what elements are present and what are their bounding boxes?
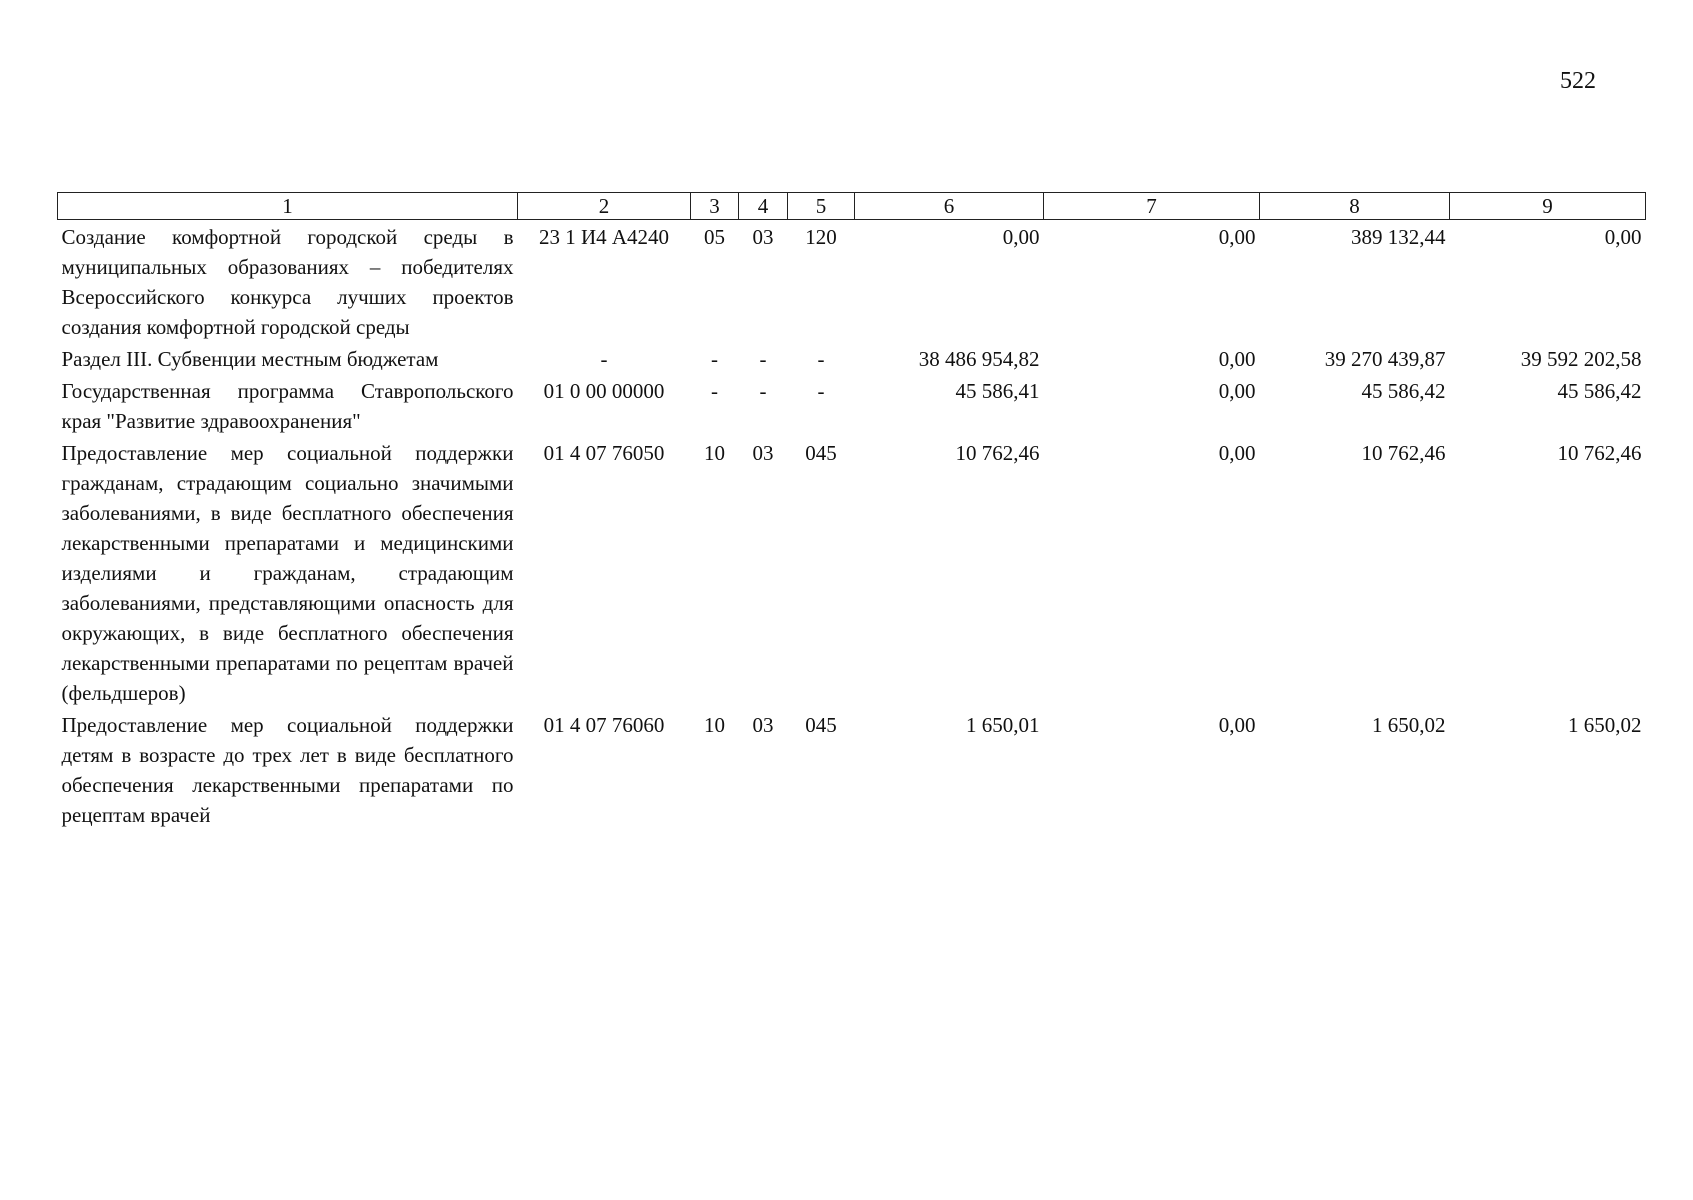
row-col9: 10 762,46 xyxy=(1557,441,1642,465)
row-col9: 45 586,42 xyxy=(1557,379,1642,403)
row-col3: 05 xyxy=(704,225,725,249)
row-col4: 03 xyxy=(752,713,774,737)
row-col4: 03 xyxy=(752,441,774,465)
row-col8: 1 650,02 xyxy=(1372,713,1446,737)
row-col5: 045 xyxy=(805,713,837,737)
row-name: Раздел III. Субвенции местным бюджетам xyxy=(61,347,439,371)
table-row xyxy=(58,220,1646,343)
row-col6: 10 762,46 xyxy=(955,441,1040,465)
col-header-8: 8 xyxy=(1260,193,1450,220)
row-col7: 0,00 xyxy=(1218,347,1256,371)
row-col4: 03 xyxy=(752,225,774,249)
table-row xyxy=(58,374,1646,436)
col-header-5: 5 xyxy=(788,193,855,220)
row-col5: 120 xyxy=(805,225,837,249)
row-col7: 0,00 xyxy=(1218,225,1256,249)
col-header-7: 7 xyxy=(1044,193,1260,220)
row-col3: 10 xyxy=(704,713,725,737)
row-name: Создание комфортной городской среды в муниципальных образованиях – победителях Всероссийского конкурса лучших проектов создания комфортной городской среды xyxy=(61,225,514,339)
row-col7: 0,00 xyxy=(1218,379,1256,403)
row-col8: 389 132,44 xyxy=(1351,225,1446,249)
row-col8: 45 586,42 xyxy=(1361,379,1446,403)
table-row xyxy=(58,708,1646,830)
row-col4: - xyxy=(759,347,767,371)
row-col3: - xyxy=(711,347,718,371)
row-col5: 045 xyxy=(805,441,837,465)
row-col8: 10 762,46 xyxy=(1361,441,1446,465)
row-name: Государственная программа Ставропольского края "Развитие здравоохранения" xyxy=(61,379,514,433)
row-col9: 39 592 202,58 xyxy=(1520,347,1642,371)
col-header-4: 4 xyxy=(739,193,788,220)
row-col3: - xyxy=(711,379,718,403)
column-number-header-row xyxy=(58,193,1646,220)
row-col5: - xyxy=(817,347,825,371)
row-code: 01 4 07 76050 xyxy=(543,441,665,465)
row-col9: 1 650,02 xyxy=(1568,713,1642,737)
table-row xyxy=(58,436,1646,708)
row-col6: 38 486 954,82 xyxy=(918,347,1040,371)
row-code: 23 1 И4 А4240 xyxy=(538,225,670,249)
row-col5: - xyxy=(817,379,825,403)
col-header-2: 2 xyxy=(518,193,691,220)
row-name: Предоставление мер социальной поддержки детям в возрасте до трех лет в виде бесплатного обеспечения лекарственными препаратами по рецептам врачей xyxy=(61,713,514,827)
row-col7: 0,00 xyxy=(1218,713,1256,737)
row-code: - xyxy=(600,347,608,371)
row-col8: 39 270 439,87 xyxy=(1324,347,1446,371)
row-col7: 0,00 xyxy=(1218,441,1256,465)
row-col6: 0,00 xyxy=(1002,225,1040,249)
row-col3: 10 xyxy=(704,441,725,465)
row-code: 01 4 07 76060 xyxy=(543,713,665,737)
col-header-6: 6 xyxy=(855,193,1044,220)
page-number: 522 xyxy=(1560,68,1596,94)
row-col6: 45 586,41 xyxy=(955,379,1040,403)
row-code: 01 0 00 00000 xyxy=(543,379,665,403)
col-header-3: 3 xyxy=(691,193,739,220)
row-name: Предоставление мер социальной поддержки гражданам, страдающим социально значимыми заболеваниями, в виде бесплатного обеспечения лекарственными препаратами и медицинскими изделиями и гражданам, страдающим заболеваниями, представляющими опасность для окружающих, в виде бесплатного обеспечения лекарственными препаратами по рецептам врачей (фельдшеров) xyxy=(61,441,514,705)
row-col4: - xyxy=(759,379,767,403)
row-col6: 1 650,01 xyxy=(966,713,1040,737)
col-header-1: 1 xyxy=(58,193,518,220)
table-row xyxy=(58,342,1646,374)
budget-table xyxy=(57,192,1646,830)
row-col9: 0,00 xyxy=(1604,225,1642,249)
col-header-9: 9 xyxy=(1450,193,1646,220)
